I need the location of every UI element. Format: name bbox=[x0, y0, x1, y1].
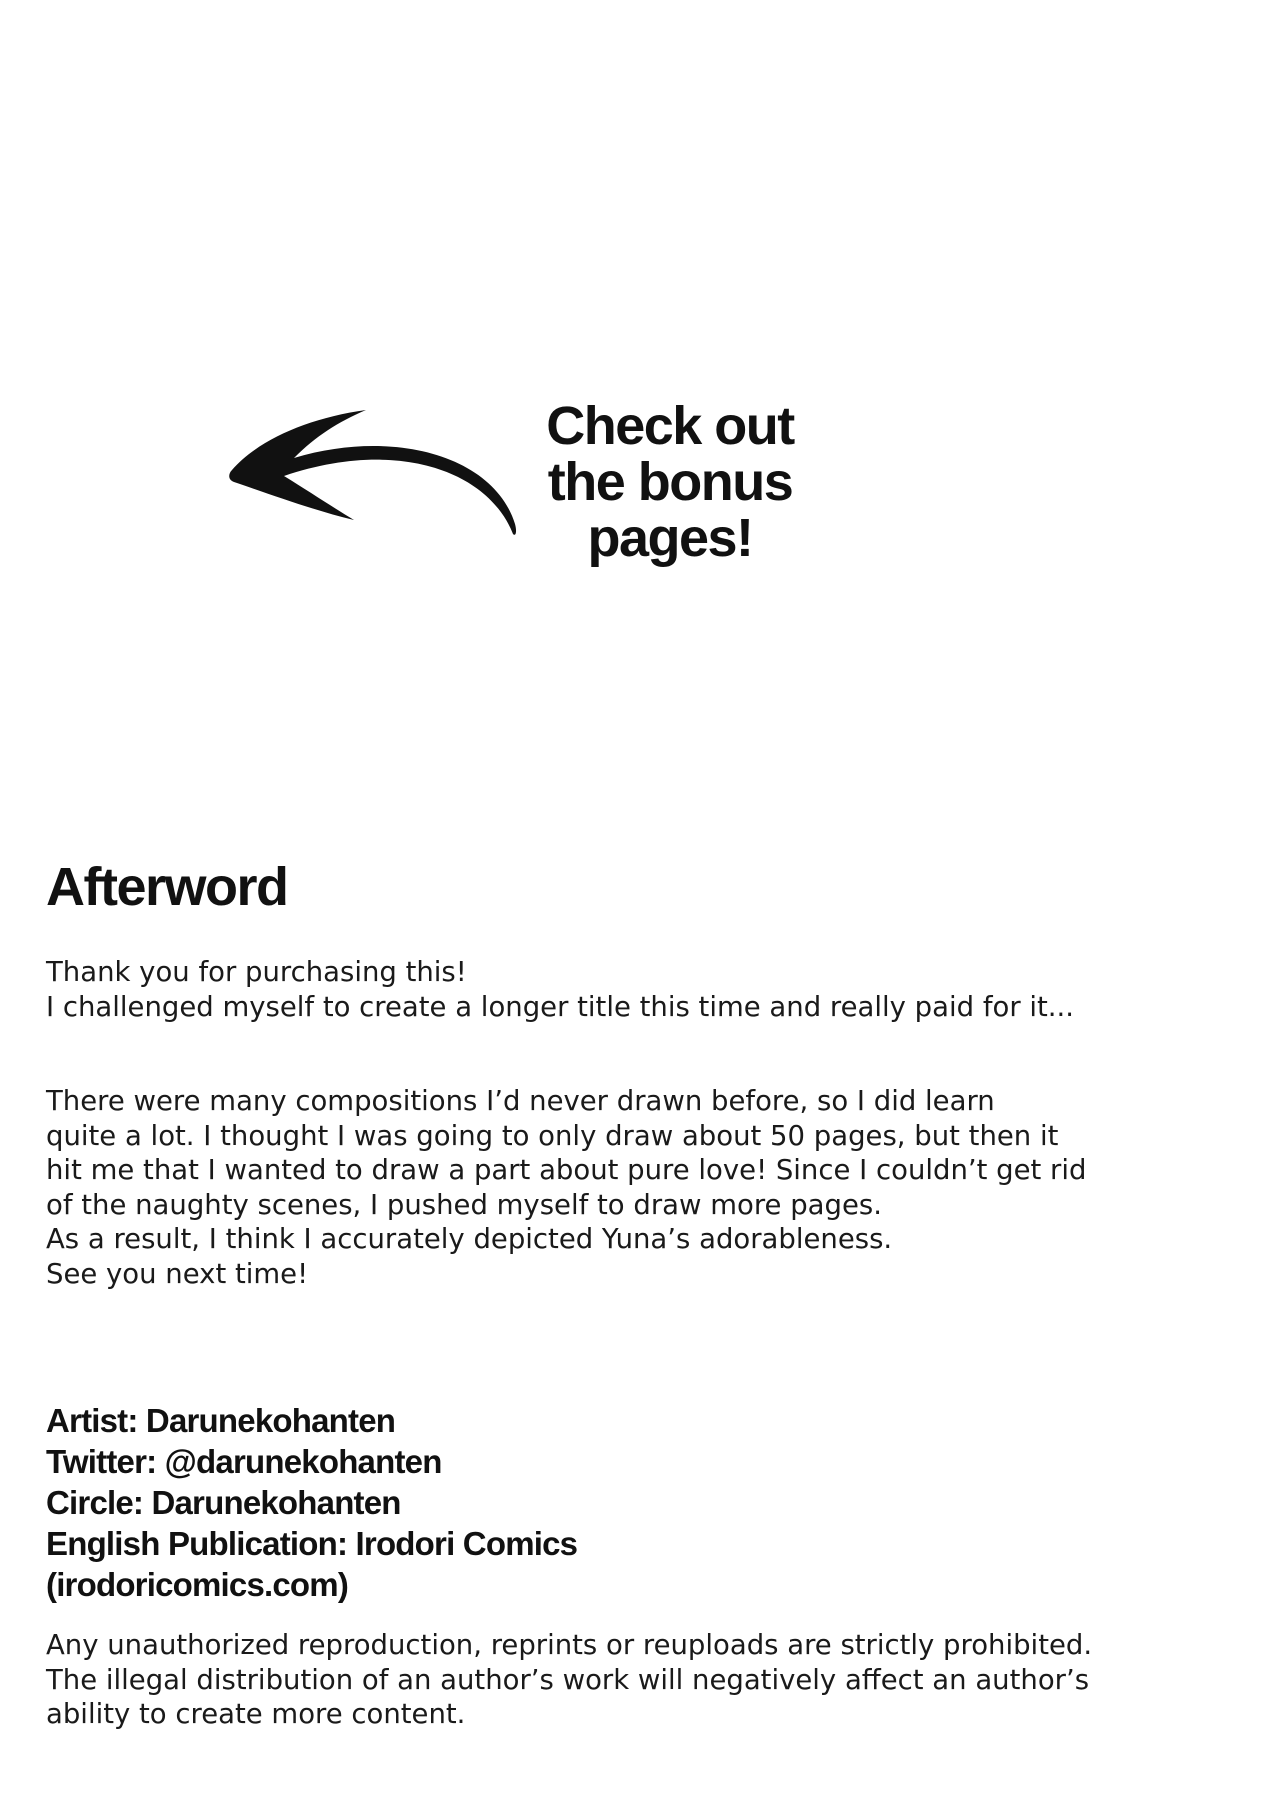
paragraph-2-line: As a result, I think I accurately depicted Yuna’s adorableness. bbox=[46, 1223, 893, 1255]
paragraph-2-line: There were many compositions I’d never drawn before, so I did learn bbox=[46, 1085, 995, 1117]
credit-circle: Circle: Darunekohanten bbox=[46, 1484, 401, 1521]
paragraph-1-line: Thank you for purchasing this! bbox=[46, 956, 467, 988]
curved-arrow-left-icon bbox=[226, 400, 526, 550]
credit-twitter: Twitter: @darunekohanten bbox=[46, 1443, 442, 1480]
credit-website: (irodoricomics.com) bbox=[46, 1566, 349, 1603]
paragraph-1-line: I challenged myself to create a longer title this time and really paid for it... bbox=[46, 990, 1075, 1023]
paragraph-2-line: quite a lot. I thought I was going to only draw about 50 pages, but then it bbox=[46, 1119, 1059, 1152]
bonus-callout-line-2: the bonus bbox=[547, 452, 793, 512]
credit-artist: Artist: Darunekohanten bbox=[46, 1402, 396, 1439]
copyright-notice bbox=[46, 1628, 1092, 1732]
credit-publication: English Publication: Irodori Comics bbox=[46, 1525, 578, 1562]
credits-block bbox=[46, 1400, 577, 1605]
bonus-callout-line-3: pages! bbox=[587, 508, 753, 568]
notice-line: The illegal distribution of an author’s work will negatively affect an author’s bbox=[46, 1663, 1090, 1696]
paragraph-2-line: hit me that I wanted to draw a part about pure love! Since I couldn’t get rid bbox=[46, 1154, 1087, 1186]
afterword-paragraph-1 bbox=[46, 955, 1074, 1024]
bonus-callout-line-1: Check out bbox=[546, 396, 794, 456]
paragraph-2-line: See you next time! bbox=[46, 1257, 309, 1290]
afterword-paragraph-2 bbox=[46, 1084, 1086, 1291]
paragraph-2-line: of the naughty scenes, I pushed myself to draw more pages. bbox=[46, 1188, 882, 1221]
bonus-pages-callout bbox=[520, 398, 820, 566]
afterword-title: Afterword bbox=[46, 857, 288, 917]
notice-line: Any unauthorized reproduction, reprints or reuploads are strictly prohibited. bbox=[46, 1629, 1093, 1661]
notice-line: ability to create more content. bbox=[46, 1698, 466, 1730]
